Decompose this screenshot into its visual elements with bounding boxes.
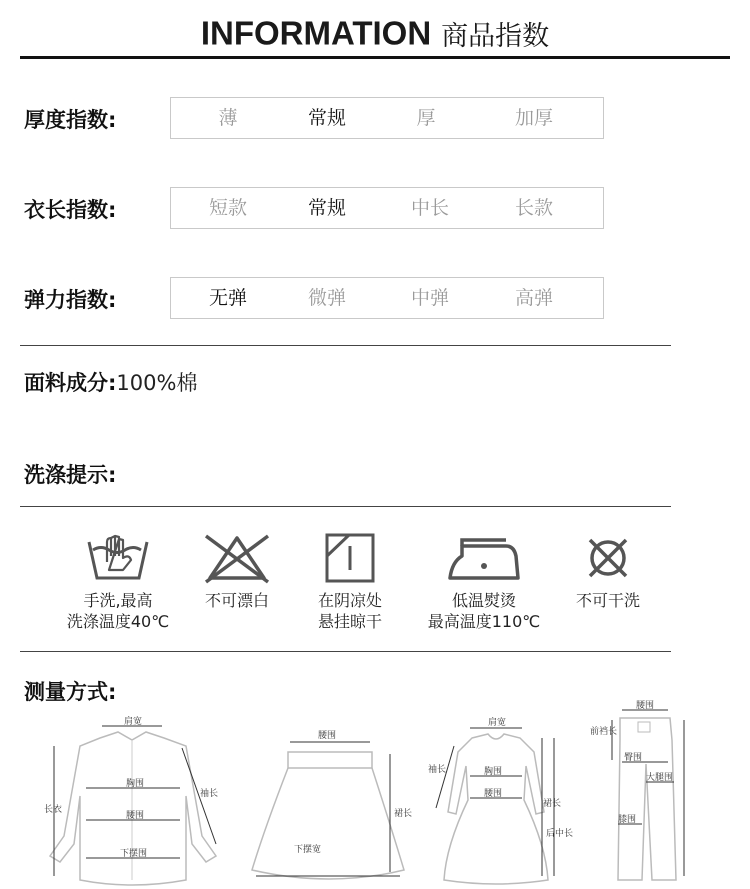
dress-chest-label: 胸围 <box>484 767 503 777</box>
length-index-label: 衣长指数: <box>24 198 117 222</box>
hand-wash-line2: 洗涤温度40℃ <box>66 612 170 631</box>
skirt-waist-label: 腰围 <box>318 731 337 741</box>
pants-hip-label: 臀围 <box>624 753 643 763</box>
section-divider <box>20 345 671 346</box>
thickness-option-extra-thick: 加厚 <box>514 107 553 129</box>
stretch-index-label: 弹力指数: <box>24 288 117 312</box>
stretch-option-none: 无弹 <box>208 287 247 309</box>
skirt-length-label: 裙长 <box>394 809 413 819</box>
low-iron-icon <box>444 532 524 584</box>
shirt-hem-label: 下摆围 <box>120 849 148 859</box>
care-item-low-iron <box>414 532 554 632</box>
pants-diagram <box>588 700 698 886</box>
pants-rise-label: 前裆长 <box>590 727 618 737</box>
measure-label: 测量方式: <box>24 680 117 704</box>
dress-diagram <box>426 716 574 888</box>
dress-length-label: 裙长 <box>543 799 562 809</box>
thickness-option-regular: 常规 <box>307 107 346 129</box>
shirt-length-label: 长衣 <box>44 805 63 815</box>
shirt-waist-label: 腰围 <box>126 811 145 821</box>
no-dry-clean-line1: 不可干洗 <box>575 591 640 610</box>
low-iron-line2: 最高温度110℃ <box>427 612 541 631</box>
fabric-label: 面料成分: <box>24 371 117 395</box>
thickness-index-label: 厚度指数: <box>24 108 117 132</box>
skirt-diagram <box>244 720 414 888</box>
page-header <box>0 14 750 53</box>
stretch-option-slight: 微弹 <box>307 287 346 309</box>
shirt-diagram <box>40 716 230 888</box>
header-divider <box>20 56 730 59</box>
dress-sleeve-label: 袖长 <box>428 765 447 775</box>
length-option-short: 短款 <box>208 197 247 219</box>
skirt-hem-label: 下摆宽 <box>294 845 322 855</box>
section-divider <box>20 506 671 507</box>
length-option-medium: 中长 <box>410 197 449 219</box>
pants-thigh-label: 大腿围 <box>646 773 674 783</box>
shirt-chest-label: 胸围 <box>126 779 145 789</box>
shade-dry-line1: 在阴凉处 <box>317 591 382 610</box>
length-option-long: 长款 <box>514 197 553 219</box>
care-item-no-dry-clean <box>538 532 678 611</box>
hand-wash-icon <box>83 532 153 584</box>
shade-dry-icon <box>315 532 385 584</box>
hand-wash-line1: 手洗,最高 <box>83 591 153 610</box>
stretch-option-medium: 中弹 <box>410 287 449 309</box>
length-index-box <box>170 187 604 229</box>
header-title-en: INFORMATION <box>200 14 432 52</box>
shirt-shoulder-label: 肩宽 <box>124 717 143 727</box>
no-dry-clean-icon <box>578 532 638 584</box>
fabric-section <box>24 367 197 397</box>
header-title-cn: 商品指数 <box>441 21 550 52</box>
stretch-index-box <box>170 277 604 319</box>
shirt-sleeve-label: 袖长 <box>200 789 219 799</box>
no-bleach-icon <box>202 532 272 584</box>
pants-knee-label: 膝围 <box>618 815 637 825</box>
no-bleach-line1: 不可漂白 <box>204 591 269 610</box>
shade-dry-line2: 悬挂晾干 <box>317 612 382 631</box>
thickness-option-thin: 薄 <box>218 107 238 129</box>
stretch-option-high: 高弹 <box>514 287 553 309</box>
section-divider <box>20 651 671 652</box>
thickness-index-box <box>170 97 604 139</box>
washing-label: 洗涤提示: <box>24 463 117 487</box>
dress-shoulder-label: 肩宽 <box>488 718 507 728</box>
low-iron-line1: 低温熨烫 <box>451 591 516 610</box>
thickness-option-thick: 厚 <box>416 107 436 129</box>
fabric-value: 100%棉 <box>116 371 198 395</box>
length-option-regular: 常规 <box>307 197 346 219</box>
dress-waist-label: 腰围 <box>484 789 503 799</box>
care-item-shade-dry <box>280 532 420 632</box>
pants-waist-label: 腰围 <box>636 701 655 711</box>
dress-back-label: 后中长 <box>546 829 574 839</box>
